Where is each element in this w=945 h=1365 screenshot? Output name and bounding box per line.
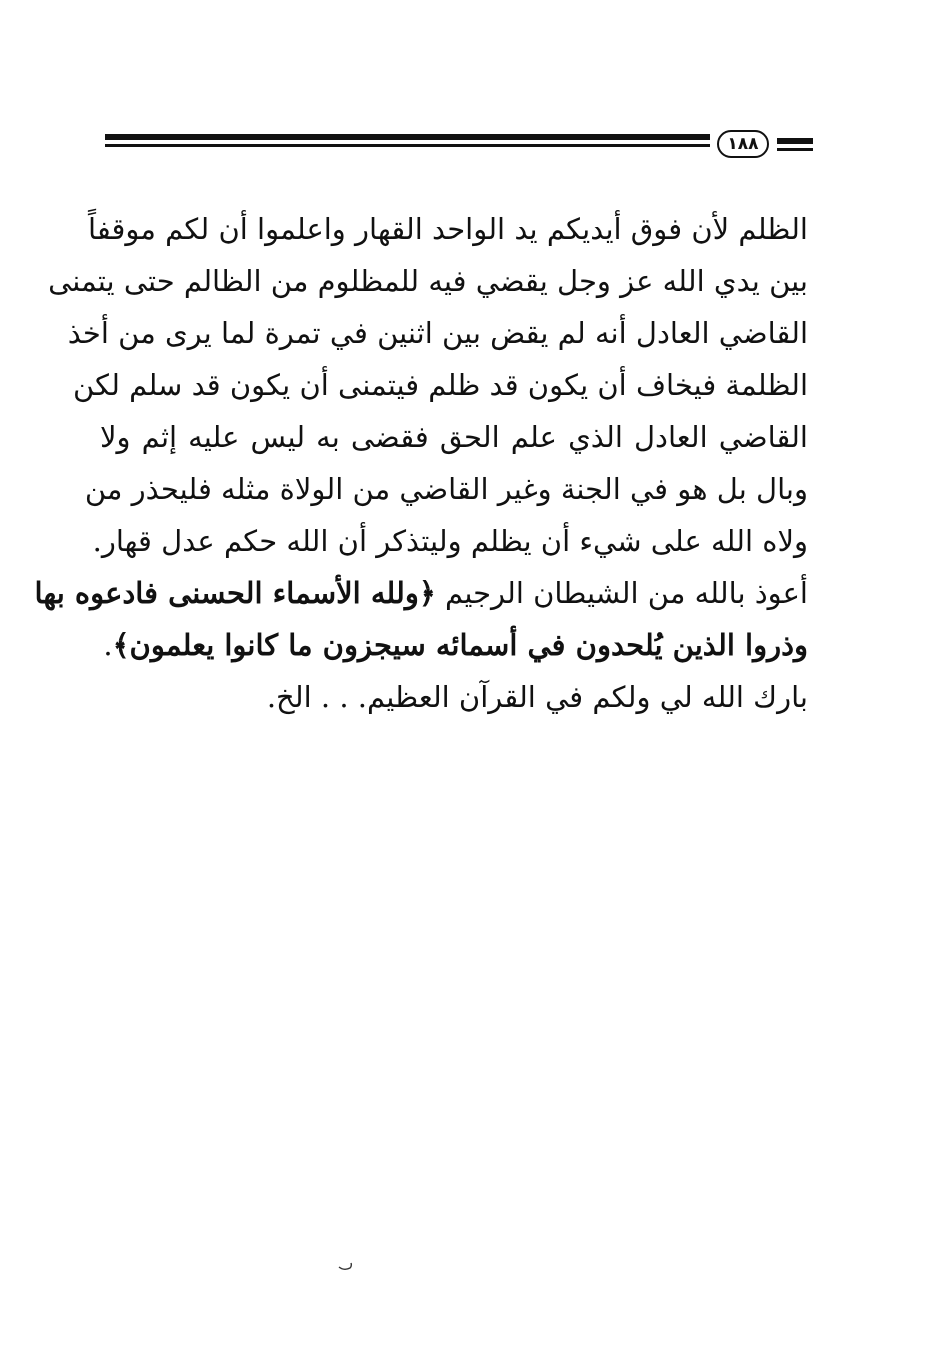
header-double-rule-left [105, 134, 710, 140]
stray-ink-mark [338, 1262, 354, 1272]
text-line: الظلم لأن فوق أيديكم يد الواحد القهار واعلموا أن لكم موقفاً [88, 212, 808, 246]
quran-citation-line [100, 619, 808, 671]
text-line: ولاه الله على شيء أن يظلم وليتذكر أن الله حكم عدل قهار. [92, 524, 808, 558]
verse-end-punctuation: . [103, 628, 113, 662]
page-header [105, 130, 813, 162]
text-line: الظلمة فيخاف أن يكون قد ظلم فيتمنى أن يكون قد سلم لكن [73, 368, 808, 402]
closing-line: بارك الله لي ولكم في القرآن العظيم. . . الخ. [266, 680, 808, 714]
page-number: ١٨٨ [717, 130, 769, 158]
text-line: القاضي العادل أنه لم يقض بين اثنين في تمرة لما يرى من أخذ [67, 316, 808, 350]
header-double-rule-right [777, 138, 813, 144]
quran-verse-text: ﴿ولله الأسماء الحسنى فادعوه بها [34, 576, 436, 610]
quran-verse-text: وذروا الذين يُلحدون في أسمائه سيجزون ما كانوا يعلمون﴾ [112, 628, 808, 662]
isti-adha-text: أعوذ بالله من الشيطان الرجيم [435, 576, 808, 610]
quran-citation-line [34, 567, 808, 619]
text-line: وبال بل هو في الجنة وغير القاضي من الولاة مثله فليحذر من [84, 472, 808, 506]
page-body [34, 203, 808, 723]
text-line: بين يدي الله عز وجل يقضي فيه للمظلوم من الظالم حتى يتمنى [48, 264, 808, 298]
text-line: القاضي العادل الذي علم الحق فقضى به ليس عليه إثم ولا [100, 420, 808, 454]
